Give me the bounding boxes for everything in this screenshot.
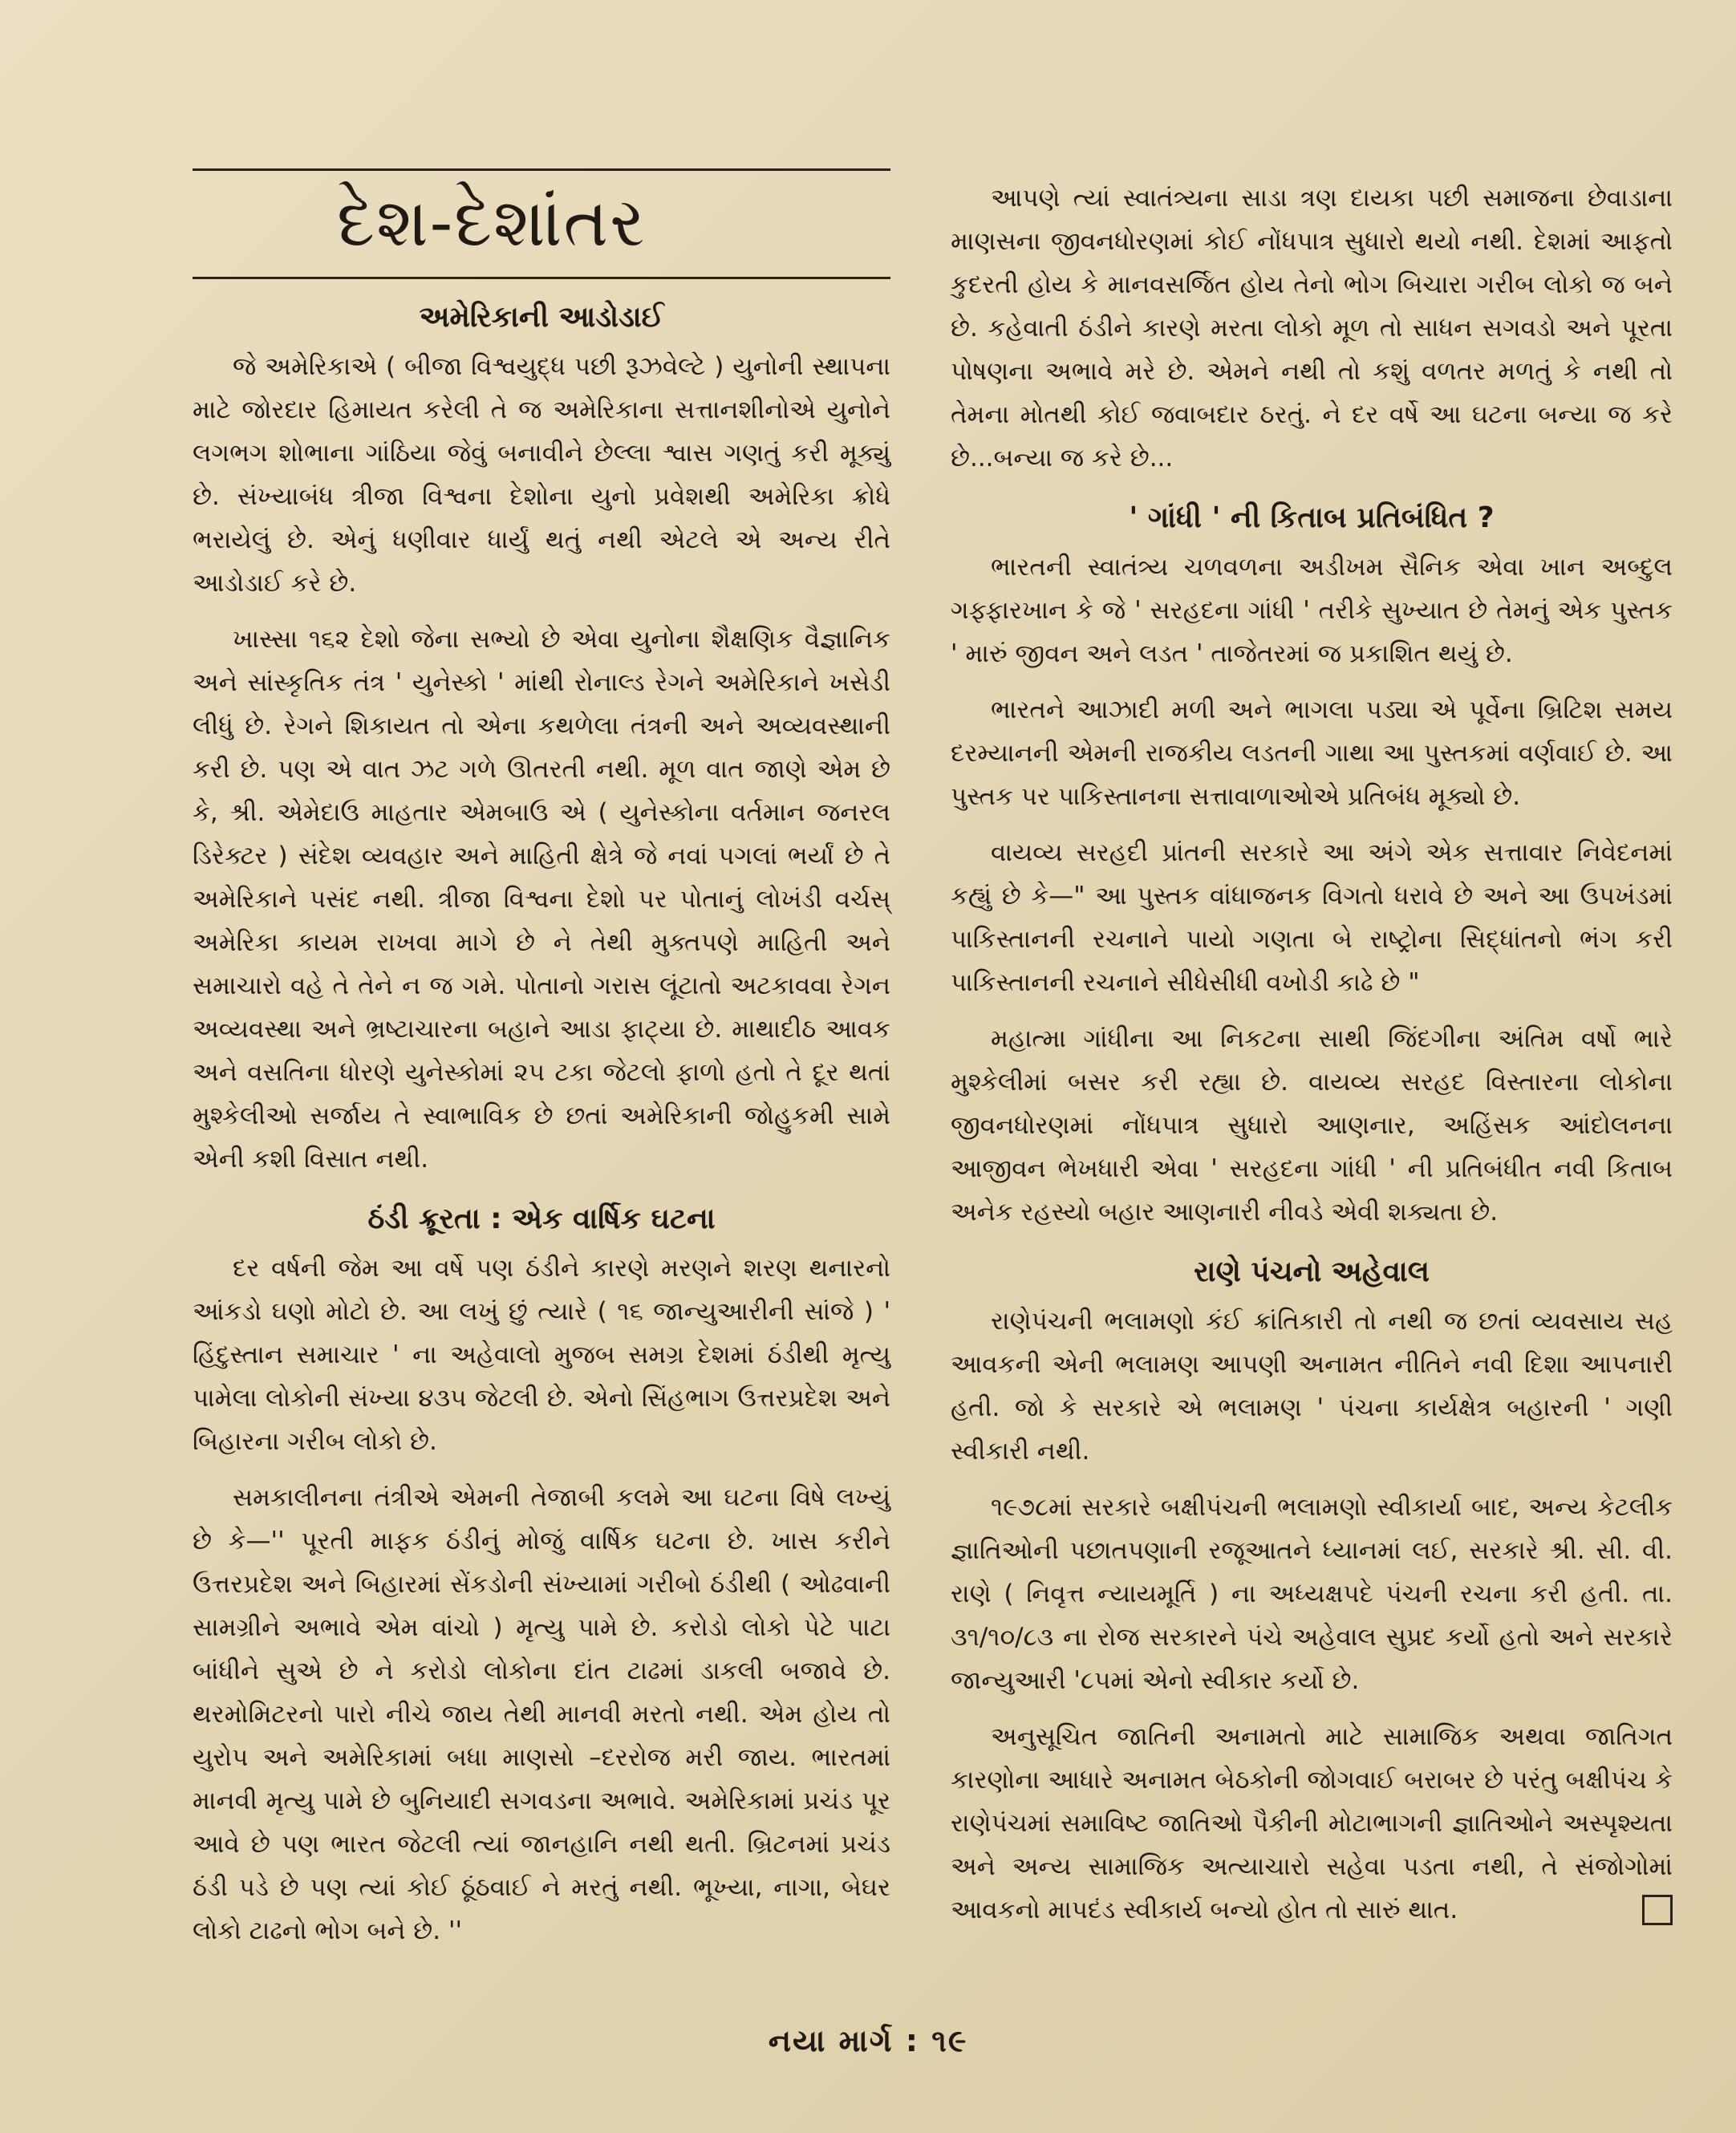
article-heading-rane: રાણે પંચનો અહેવાલ — [1194, 1255, 1430, 1288]
page-footer: નયા માર્ગ : ૧૯ — [768, 2023, 968, 2058]
article-heading-america: અમેરિકાની આડોડાઈ — [419, 301, 664, 334]
article-paragraph-text: અનુસૂચિત જાતિની અનામતો માટે સામાજિક અથવા જાતિગત કારણોના આધારે અનામત બેઠકોની જોગવાઈ બરાબર છે પરંતુ બક્ષીપંચ કે રાણેપંચમાં સમાવિષ્ટ જાતિઓ પૈકીની મોટાભાગની જ્ઞાતિઓને અસ્પૃશ્યતા અને અન્ય સામાજિક અત્યાચારો સહેવા પડતા નથી, તે સંજોગોમાં આવકનો માપદંડ સ્વીકાર્ય બન્યો હોત તો સારું થાત. — [951, 1722, 1673, 1924]
left-column — [193, 160, 890, 1965]
article-paragraph: સમકાલીનના તંત્રીએ એમની તેજાબી કલમે આ ઘટના વિષે લખ્યું છે કે—'' પૂરતી માફક ઠંડીનું મોજું વાર્ષિક ઘટના છે. ખાસ કરીને ઉત્તરપ્રદેશ અને બિહારમાં સેંકડોની સંખ્યામાં ગરીબો ઠંડીથી ( ઓઢવાની સામગ્રીને અભાવે એમ વાંચો ) મૃત્યુ પામે છે. કરોડો લોકો પેટે પાટા બાંધીને સુએ છે ને કરોડો લોકોના દાંત ટાઢમાં ડાકલી બજાવે છે. થરમોમિટરનો પારો નીચે જાય તેથી માનવી મરતો નથી. એમ હોય તો યુરોપ અને અમેરિકામાં બધા માણસો –દરરોજ મરી જાય. ભારતમાં માનવી મૃત્યુ પામે છે બુનિયાદી સગવડના અભાવે. અમેરિકામાં પ્રચંડ પૂર આવે છે પણ ભારત જેટલી ત્યાં જાનહાનિ નથી થતી. બ્રિટનમાં પ્રચંડ ઠંડી પડે છે પણ ત્યાં કોઈ ઠૂંઠવાઈ ને મરતું નથી. ભૂખ્યા, નાગા, બેઘર લોકો ટાઢનો ભોગ બને છે. '' — [193, 1483, 890, 1945]
article-paragraph: ભારતને આઝાદી મળી અને ભાગલા પડ્યા એ પૂર્વેના બ્રિટિશ સમય દરમ્યાનની એમની રાજકીય લડતની ગાથા આ પુસ્તકમાં વર્ણવાઈ છે. આ પુસ્તક પર પાકિસ્તાનના સત્તાવાળાઓએ પ્રતિબંધ મૂક્યો છે. — [951, 695, 1673, 811]
article-paragraph: મહાત્મા ગાંધીના આ નિકટના સાથી જિંદગીના અંતિમ વર્ષો ભારે મુશ્કેલીમાં બસર કરી રહ્યા છે. વાયવ્ય સરહદ વિસ્તારના લોકોના જીવનધોરણમાં નોંધપાત્ર સુધારો આણનાર, અહિંસક આંદોલનના આજીવન ભેખધારી એવા ' સરહદના ગાંધી ' ની પ્રતિબંધીત નવી કિતાબ અનેક રહસ્યો બહાર આણનારી નીવડે એવી શક્યતા છે. — [951, 1024, 1673, 1227]
article-heading-gandhi: ' ગાંધી ' ની કિતાબ પ્રતિબંધિત ? — [1129, 501, 1495, 534]
article-paragraph: જે અમેરિકાએ ( બીજા વિશ્વયુદ્ધ પછી રૂઝવેલ્ટે ) યુનોની સ્થાપના માટે જોરદાર હિમાયત કરેલી તે જ અમેરિકાના સત્તાનશીનોએ યુનોને લગભગ શોભાના ગાંઠિયા જેવું બનાવીને છેલ્લા શ્વાસ ગણતું કરી મૂક્યું છે. સંખ્યાબંધ ત્રીજા વિશ્વના દેશોના યુનો પ્રવેશથી અમેરિકા ક્રોધે ભરાયેલું છે. એનું ધણીવાર ધાર્યું થતું નથી એટલે એ અન્ય રીતે આડોડાઈ કરે છે. — [193, 352, 890, 598]
article-paragraph-last — [951, 1715, 1673, 1932]
article-paragraph: રાણેપંચની ભલામણો કંઈ ક્રાંતિકારી તો નથી જ છતાં વ્યવસાય સહ આવકની એની ભલામણ આપણી અનામત નીતિને નવી દિશા આપનારી હતી. જો કે સરકારે એ ભલામણ ' પંચના કાર્યક્ષેત્ર બહારની ' ગણી સ્વીકારી નથી. — [951, 1307, 1673, 1466]
article-paragraph: ૧૯૭૮માં સરકારે બક્ષીપંચની ભલામણો સ્વીકાર્યા બાદ, અન્ય કેટલીક જ્ઞાતિઓની પછાતપણાની રજૂઆતને ધ્યાનમાં લઈ, સરકારે શ્રી. સી. વી. રાણે ( નિવૃત્ત ન્યાયમૂર્તિ ) ના અધ્યક્ષપદે પંચની રચના કરી હતી. તા. ૩૧/૧૦/૮૩ ના રોજ સરકારને પંચે અહેવાલ સુપ્રદ કર્યો હતો અને સરકારે જાન્યુઆરી '૮૫માં એનો સ્વીકાર કર્યો છે. — [951, 1493, 1673, 1695]
right-column — [951, 176, 1673, 1944]
article-paragraph: ભારતની સ્વાતંત્ર્ય ચળવળના અડીખમ સૈનિક એવા ખાન અબ્દુલ ગફ્ફારખાન કે જે ' સરહદના ગાંધી ' તરીકે સુખ્યાત છે તેમનું એક પુસ્તક ' મારું જીવન અને લડત ' તાજેતરમાં જ પ્રકાશિત થયું છે. — [951, 553, 1673, 668]
article-paragraph: વાયવ્ય સરહદી પ્રાંતની સરકારે આ અંગે એક સત્તાવાર નિવેદનમાં કહ્યું છે કે—" આ પુસ્તક વાંધાજનક વિગતો ધરાવે છે અને આ ઉપખંડમાં પાકિસ્તાનની રચનાને પાયો ગણતા બે રાષ્ટ્રોના સિદ્ધાંતનો ભંગ કરી પાકિસ્તાનની રચનાને સીધેસીધી વખોડી કાઢે છે " — [951, 838, 1673, 997]
section-masthead — [193, 168, 890, 279]
article-paragraph: દર વર્ષની જેમ આ વર્ષે પણ ઠંડીને કારણે મરણને શરણ થનારનો આંકડો ઘણો મોટો છે. આ લખું છું ત્યારે ( ૧૬ જાન્યુઆરીની સાંજે ) ' હિંદુસ્તાન સમાચાર ' ના અહેવાલો મુજબ સમગ્ર દેશમાં ઠંડીથી મૃત્યુ પામેલા લોકોની સંખ્યા ૪૩૫ જેટલી છે. એનો સિંહભાગ ઉત્તરપ્રદેશ અને બિહારના ગરીબ લોકો છે. — [193, 1254, 890, 1456]
article-heading-cold: ઠંડી ક્રૂરતા : એક વાર્ષિક ઘટના — [367, 1202, 716, 1235]
article-paragraph: ખાસ્સા ૧૬૨ દેશો જેના સભ્યો છે એવા યુનોના શૈક્ષણિક વૈજ્ઞાનિક અને સાંસ્કૃતિક તંત્ર ' યુનેસ્કો ' માંથી રોનાલ્ડ રેગને અમેરિકાને ખસેડી લીધું છે. રેગને શિકાયત તો એના કથળેલા તંત્રની અને અવ્યવસ્થાની કરી છે. પણ એ વાત ઝટ ગળે ઊતરતી નથી. મૂળ વાત જાણે એમ છે કે, શ્રી. એમેદાઉ માહતાર એમબાઉ એ ( યુનેસ્કોના વર્તમાન જનરલ ડિરેક્ટર ) સંદેશ વ્યવહાર અને માહિતી ક્ષેત્રે જે નવાં પગલાં ભર્યાં છે તે અમેરિકાને પસંદ નથી. ત્રીજા વિશ્વના દેશો પર પોતાનું લોખંડી વર્ચસ્ અમેરિકા કાયમ રાખવા માગે છે ને તેથી મુક્તપણે માહિતી અને સમાચારો વહે તે તેને ન જ ગમે. પોતાનો ગરાસ લૂંટાતો અટકાવવા રેગન અવ્યવસ્થા અને ભ્રષ્ટાચારના બહાને આડા ફાટ્યા છે. માથાદીઠ આવક અને વસતિના ધોરણે યુનેસ્કોમાં ૨૫ ટકા જેટલો ફાળો હતો તે દૂર થતાં મુશ્કેલીઓ સર્જાય તે સ્વાભાવિક છે છતાં અમેરિકાની જોહુકમી સામે એની કશી વિસાત નથી. — [193, 625, 890, 1174]
end-mark-square-icon — [1642, 1895, 1673, 1925]
section-title: દેશ-દેશાંતર — [337, 183, 647, 262]
article-paragraph: આપણે ત્યાં સ્વાતંત્ર્યના સાડા ત્રણ દાયકા પછી સમાજના છેવાડાના માણસના જીવનધોરણમાં કોઈ નોંધપાત્ર સુધારો થયો નથી. દેશમાં આફતો કુદરતી હોય કે માનવસર્જિત હોય તેનો ભોગ બિચારા ગરીબ લોકો જ બને છે. કહેવાતી ઠંડીને કારણે મરતા લોકો મૂળ તો સાધન સગવડો અને પૂરતા પોષણના અભાવે મરે છે. એમને નથી તો કશું વળતર મળતું કે નથી તો તેમના મોતથી કોઈ જવાબદાર ઠરતું. ને દર વર્ષે આ ઘટના બન્યા જ કરે છે...બન્યા જ કરે છે... — [951, 184, 1673, 472]
